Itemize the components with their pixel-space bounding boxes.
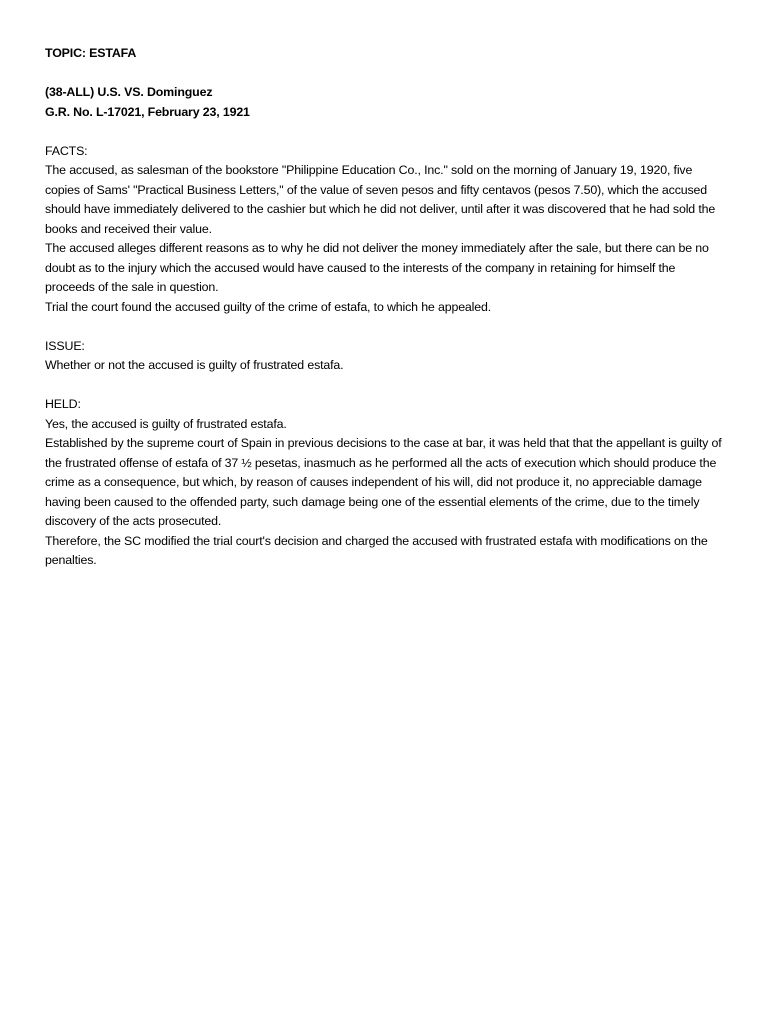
facts-paragraph: The accused, as salesman of the bookstore "Philippine Education Co., Inc." sold on the morning of January 19, 1920, five copies of Sams' "Practical Business Letters," of the value of seven pesos and fifty centavos (pesos 7.50), which the accused should have immediately delivered to the cashier but which he did not deliver, until after it was discovered that he had sold the books and received their value. <box>45 163 716 236</box>
issue-heading: ISSUE: <box>45 338 85 353</box>
facts-heading: FACTS: <box>45 143 88 158</box>
held-paragraph: Yes, the accused is guilty of frustrated estafa. <box>45 416 287 431</box>
spacer <box>45 64 725 84</box>
document-page <box>45 44 725 571</box>
issue-text: Whether or not the accused is guilty of frustrated estafa. <box>45 358 344 372</box>
spacer <box>45 317 725 337</box>
facts-paragraph: Trial the court found the accused guilty of the crime of estafa, to which he appealed. <box>45 299 492 314</box>
topic-heading: TOPIC: ESTAFA <box>45 46 137 60</box>
held-heading: HELD: <box>45 397 81 411</box>
held-paragraph: Therefore, the SC modified the trial court's decision and charged the accused with frustrated estafa with modifications on the penalties. <box>45 533 708 567</box>
spacer <box>45 122 725 142</box>
facts-paragraph: The accused alleges different reasons as to why he did not deliver the money immediately after the sale, but there can be no doubt as to the injury which the accused would have caused to the interests of the company in retaining for himself the proceeds of the sale in question. <box>45 241 709 294</box>
case-number: G.R. No. L-17021, February 23, 1921 <box>45 104 250 119</box>
spacer <box>45 376 725 396</box>
case-title: (38-ALL) U.S. VS. Dominguez <box>45 85 213 99</box>
held-paragraph: Established by the supreme court of Spain in previous decisions to the case at bar, it was held that that the appellant is guilty of the frustrated offense of estafa of 37 ½ pesetas, inasmuch as he performed all the acts of execution which should produce the crime as a consequence, but which, by reason of causes independent of his will, did not produce it, no appreciable damage having been caused to the offended party, such damage being one of the essential elements of the crime, due to the timely discovery of the acts prosecuted. <box>45 436 722 528</box>
